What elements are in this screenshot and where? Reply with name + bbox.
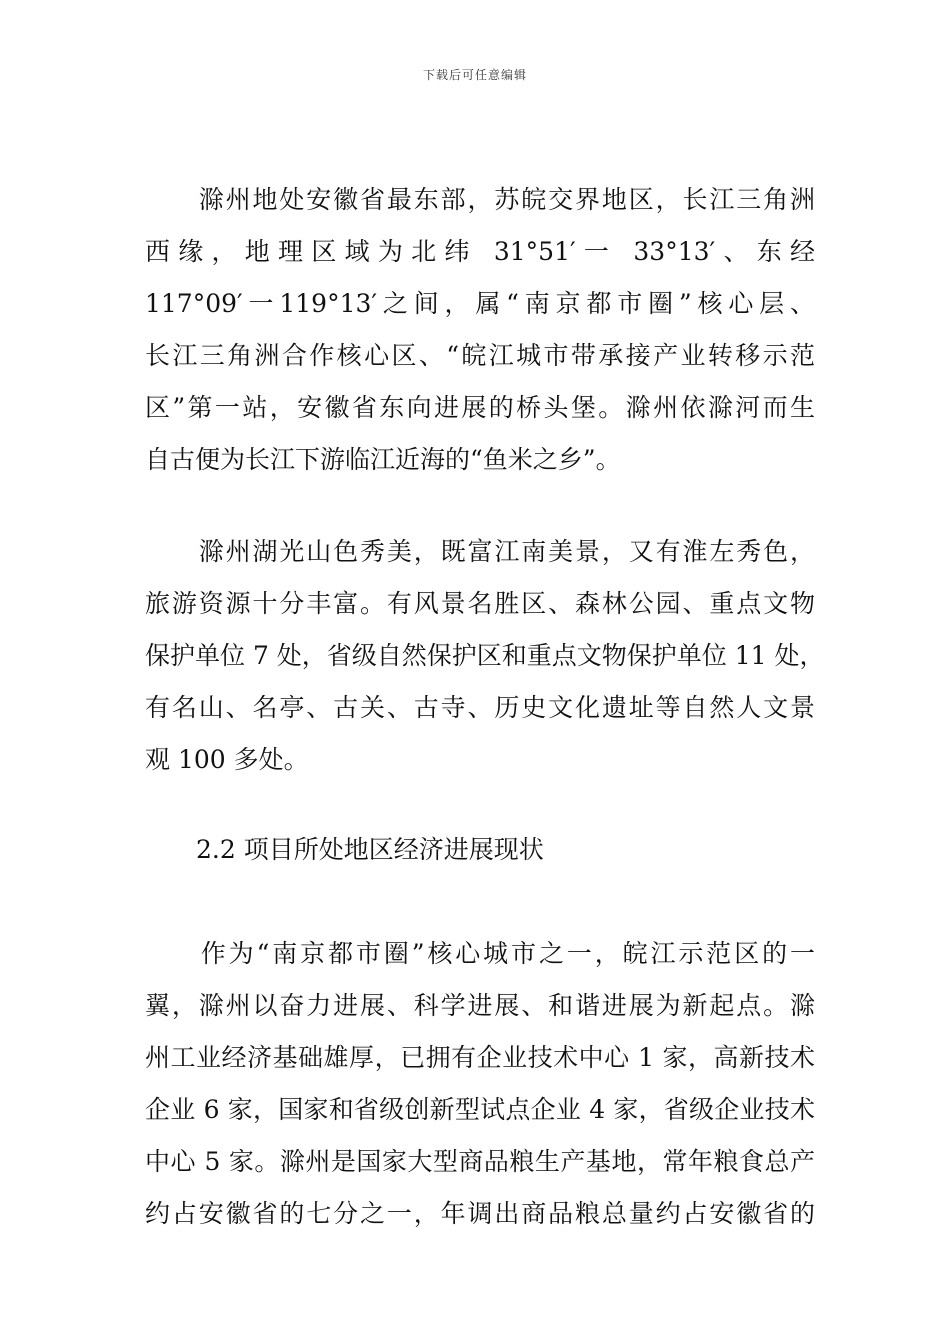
text-line: 保护单位 7 处，省级自然保护区和重点文物保护单位 11 处， bbox=[145, 641, 825, 670]
paragraph-tourism bbox=[145, 526, 825, 786]
text-line: 滁州湖光山色秀美，既富江南美景，又有淮左秀色， bbox=[145, 537, 815, 566]
text-line: 西缘，地理区域为北纬 31°51′一 33°13′、东经 bbox=[145, 237, 815, 266]
text-line: 旅游资源十分丰富。有风景名胜区、森林公园、重点文物 bbox=[145, 589, 815, 618]
text-line: 滁州地处安徽省最东部，苏皖交界地区，长江三角洲 bbox=[145, 185, 815, 214]
text-line: 州工业经济基础雄厚，已拥有企业技术中心 1 家，高新技术 bbox=[145, 1043, 815, 1072]
text-line: 自古便为长江下游临江近海的“鱼米之乡”。 bbox=[145, 445, 621, 474]
paragraph-location bbox=[145, 174, 815, 486]
text-line: 企业 6 家，国家和省级创新型试点企业 4 家，省级企业技术 bbox=[145, 1095, 815, 1124]
text-line: 观 100 多处。 bbox=[145, 745, 309, 774]
text-line: 117°09′一119°13′之间，属“南京都市圈”核心层、 bbox=[145, 289, 815, 318]
text-line: 有名山、名亭、古关、古寺、历史文化遗址等自然人文景 bbox=[145, 693, 815, 722]
section-heading: 2.2 项目所处地区经济进展现状 bbox=[196, 835, 544, 864]
text-line: 长江三角洲合作核心区、“皖江城市带承接产业转移示范 bbox=[145, 341, 815, 370]
paragraph-economy bbox=[145, 928, 815, 1240]
page-header: 下载后可任意编辑 bbox=[422, 68, 527, 82]
text-line: 翼，滁州以奋力进展、科学进展、和谐进展为新起点。滁 bbox=[145, 991, 815, 1020]
text-line: 作为“南京都市圈”核心城市之一，皖江示范区的一 bbox=[145, 939, 815, 968]
text-line: 中心 5 家。滁州是国家大型商品粮生产基地，常年粮食总产 bbox=[145, 1147, 815, 1176]
text-line: 区”第一站，安徽省东向进展的桥头堡。滁州依滁河而生 bbox=[145, 393, 815, 422]
text-line: 约占安徽省的七分之一，年调出商品粮总量约占安徽省的 bbox=[145, 1199, 815, 1228]
